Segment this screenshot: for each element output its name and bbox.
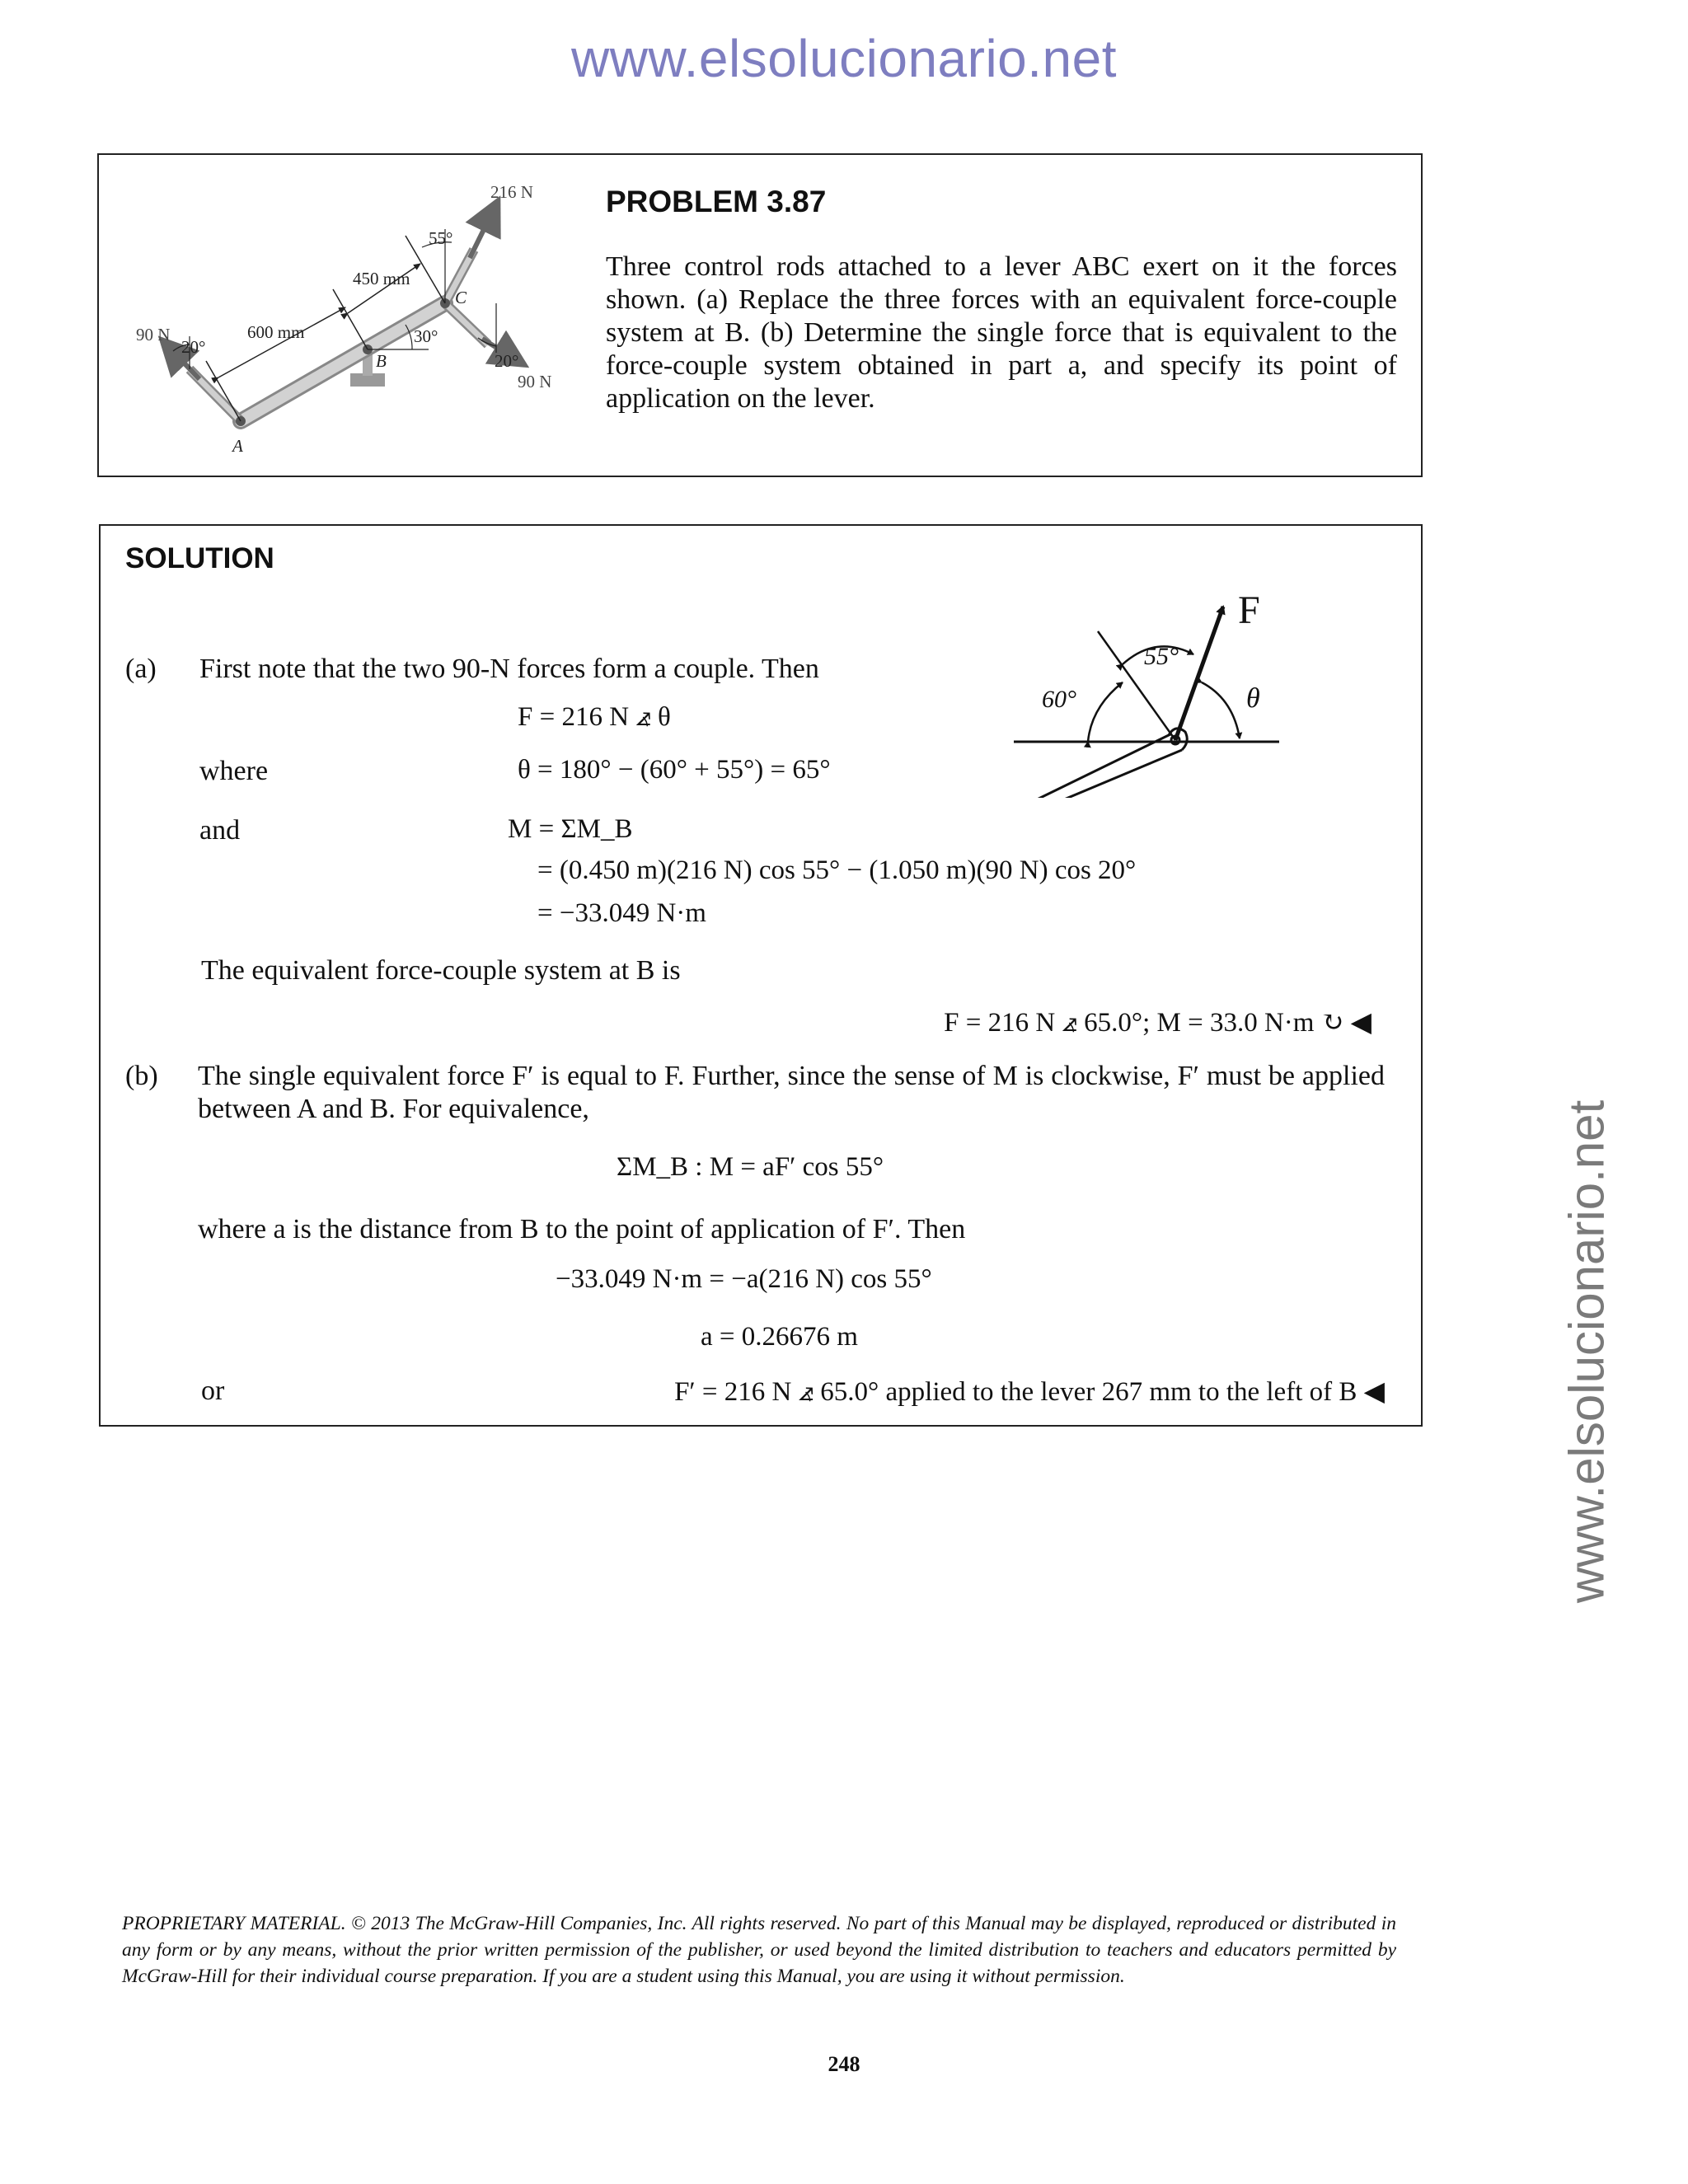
label-30deg: 30° xyxy=(414,326,438,346)
part-b-text: The single equivalent force F′ is equal to F. Further, since the sense of M is clockwise, F′ must be applied between A and B. For equivalence, xyxy=(198,1061,1385,1124)
eq-solve: −33.049 N·m = −a(216 N) cos 55° xyxy=(556,1264,932,1294)
where-a-text: where a is the distance from B to the point of application of F′. Then xyxy=(198,1214,966,1244)
part-b-label: (b) xyxy=(125,1061,158,1091)
sketch-force-f xyxy=(1175,607,1223,740)
eq-moment-def: M = ΣM_B xyxy=(508,814,633,844)
and-label: and xyxy=(199,815,241,846)
watermark-top: www.elsolucionario.net xyxy=(571,29,1117,88)
label-55deg: 55° xyxy=(429,228,453,248)
label-90n-right: 90 N xyxy=(518,372,552,391)
force-216-arrow xyxy=(470,204,496,258)
answer-a: F = 216 N ⦨ 65.0°; M = 33.0 N·m ↻ ◀ xyxy=(944,1008,1372,1038)
watermark-side-text: www.elsolucionario.net xyxy=(1559,1099,1615,1604)
label-90n-left: 90 N xyxy=(136,325,171,344)
label-b: B xyxy=(376,351,387,371)
solution-box xyxy=(99,524,1423,1427)
sketch-label-f: F xyxy=(1238,588,1260,632)
or-label: or xyxy=(201,1376,225,1406)
label-216n: 216 N xyxy=(490,182,533,202)
eq-moment-value: = −33.049 N·m xyxy=(537,898,706,928)
problem-box xyxy=(97,153,1423,477)
eq-equivalence: ΣM_B : M = aF′ cos 55° xyxy=(617,1152,884,1182)
problem-statement: Three control rods attached to a lever ABC exert on it the forces shown. (a) Replace the three forces with an equivalent force-couple system at B. (b) Determine the single force that is equivalent to the force-couple system obtained in part a, and specify its point of application on the lever. xyxy=(606,251,1397,414)
label-a: A xyxy=(232,436,243,456)
sketch-label-theta: θ xyxy=(1246,683,1260,714)
sketch-lever xyxy=(1032,733,1182,798)
label-20deg-right: 20° xyxy=(495,351,519,371)
copyright-footer: PROPRIETARY MATERIAL. © 2013 The McGraw-Hill Companies, Inc. All rights reserved. No part of this Manual may be displayed, reproduced or distributed in any form or by any means, without the prior written permission of the publisher, or used beyond the limited distribution to teachers and educators permitted by McGraw-Hill for their individual course preparation. If you are a student using this Manual, you are using it without permission. xyxy=(122,1913,1396,1987)
equiv-text: The equivalent force-couple system at B is xyxy=(201,955,681,986)
answer-b: F′ = 216 N ⦨ 65.0° applied to the lever 267 mm to the left of B ◀ xyxy=(674,1377,1385,1407)
sketch-label-60: 60° xyxy=(1042,686,1076,713)
problem-title: PROBLEM 3.87 xyxy=(606,185,827,218)
label-600mm: 600 mm xyxy=(247,322,305,342)
where-label: where xyxy=(199,756,269,786)
label-20deg-left: 20° xyxy=(181,337,206,357)
sketch-label-55: 55° xyxy=(1144,643,1179,670)
lever-figure xyxy=(115,171,626,485)
eq-distance: a = 0.26676 m xyxy=(701,1322,858,1352)
label-450mm: 450 mm xyxy=(353,269,410,288)
eq-force: F = 216 N ⦨ θ xyxy=(518,702,671,732)
label-c: C xyxy=(455,288,467,307)
force-sketch xyxy=(999,559,1296,798)
solution-title: SOLUTION xyxy=(125,542,274,574)
page-number: 248 xyxy=(828,2052,860,2076)
part-a-intro: First note that the two 90-N forces form a couple. Then xyxy=(199,654,819,684)
part-a-label: (a) xyxy=(125,654,157,684)
eq-moment-expr: = (0.450 m)(216 N) cos 55° − (1.050 m)(90 N) cos 20° xyxy=(537,855,1137,885)
eq-theta: θ = 180° − (60° + 55°) = 65° xyxy=(518,755,831,785)
